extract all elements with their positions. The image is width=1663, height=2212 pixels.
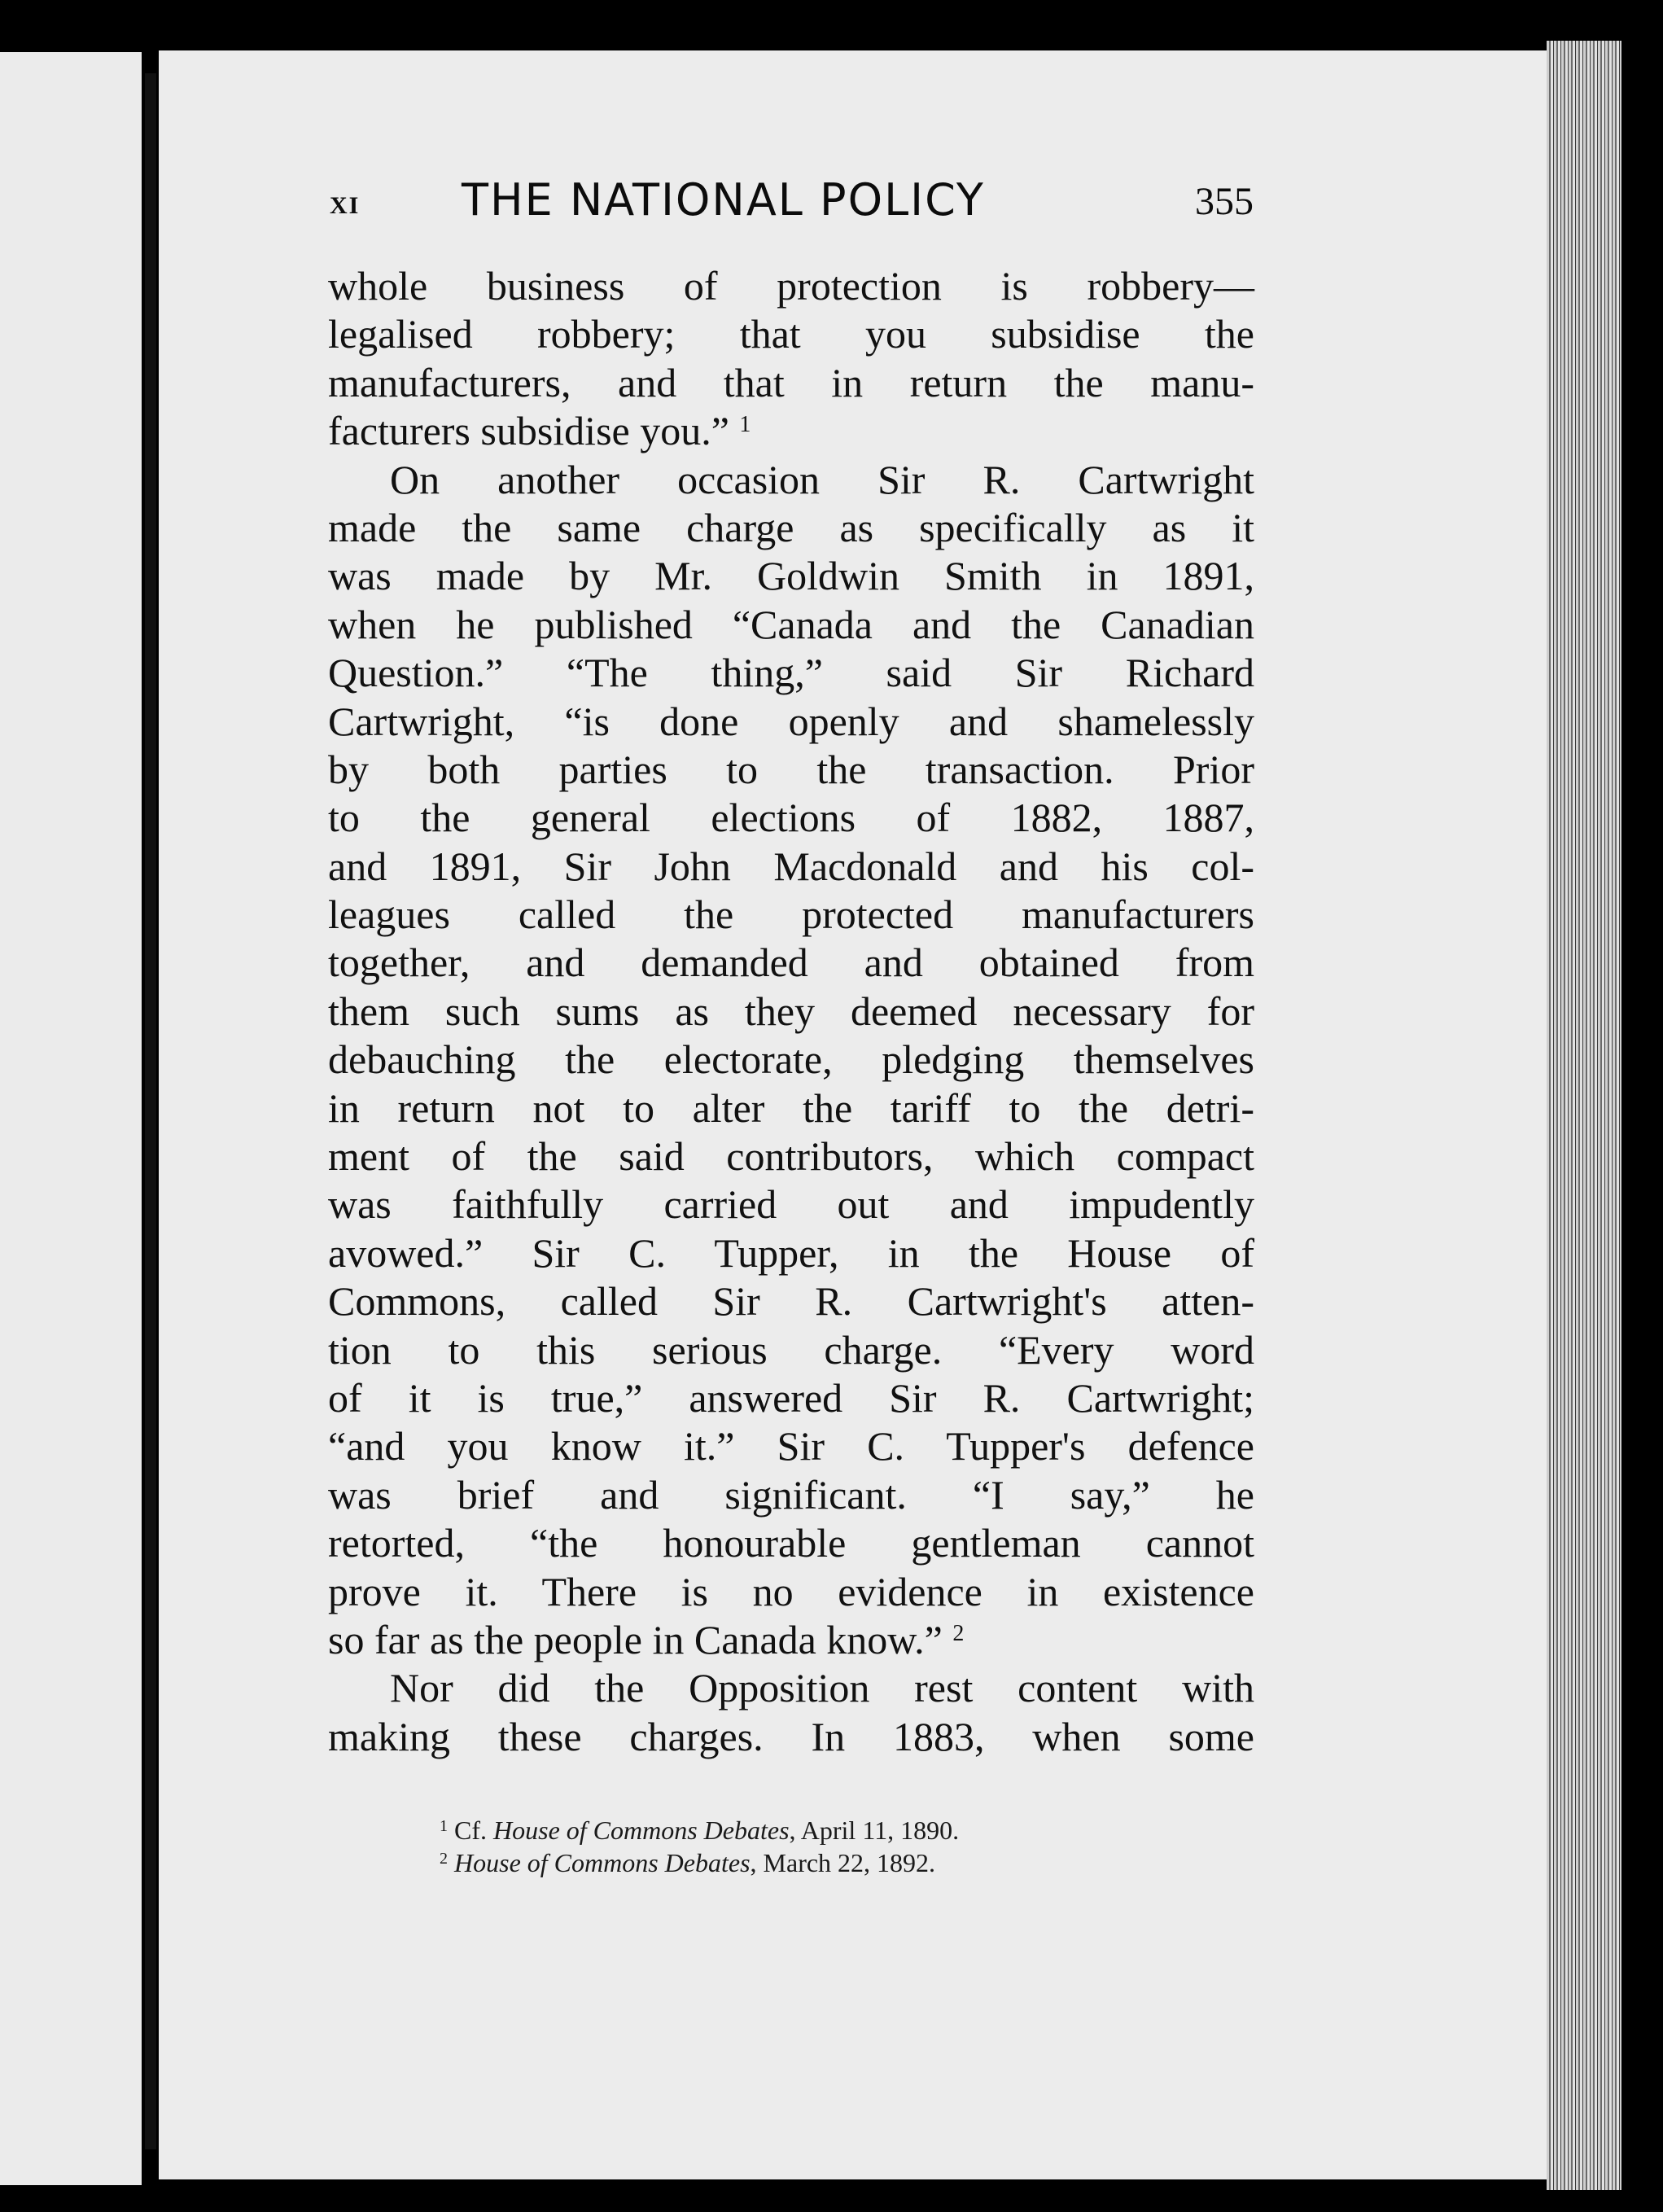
text-line (328, 794, 1254, 842)
text-line-content: by both parties to the transaction. Prior (328, 746, 1254, 792)
text-line (328, 1422, 1254, 1470)
text-line (328, 649, 1254, 697)
facing-page-edge (0, 52, 142, 2185)
text-line (328, 1568, 1254, 1616)
text-line-content: ment of the said contributors, which compact (328, 1133, 1254, 1180)
text-line-content: making these charges. In 1883, when some (328, 1713, 1254, 1759)
footnote-reference: 1 (739, 412, 751, 438)
text-line (328, 1132, 1254, 1180)
text-line-content: when he published “Canada and the Canadian (328, 601, 1254, 647)
text-line (328, 262, 1254, 310)
footnote-prefix: Cf. (454, 1816, 493, 1845)
text-line (328, 1374, 1254, 1422)
footnote (440, 1846, 1172, 1879)
footnote-mark: 1 (440, 1817, 448, 1835)
text-line (328, 1664, 1254, 1712)
footnote-reference: 2 (952, 1620, 965, 1646)
text-line (328, 746, 1254, 794)
text-line-content: to the general elections of 1882, 1887, (328, 795, 1254, 841)
footnote-date: , March 22, 1892. (750, 1848, 936, 1877)
text-line (328, 1326, 1254, 1374)
text-line (328, 1036, 1254, 1084)
text-line (328, 310, 1254, 358)
text-line-content: was brief and significant. “I say,” he (328, 1471, 1254, 1518)
footnote-source: House of Commons Debates (493, 1816, 790, 1845)
text-line (328, 1616, 1254, 1664)
text-line (328, 939, 1254, 987)
text-line-content: made the same charge as specifically as it (328, 504, 1254, 550)
text-line-content: was made by Mr. Goldwin Smith in 1891, (328, 553, 1254, 599)
text-line-content: Cartwright, “is done openly and shamelessly (328, 698, 1254, 744)
text-line-content: together, and demanded and obtained from (328, 940, 1254, 986)
text-line (328, 1519, 1254, 1567)
text-line-content: manufacturers, and that in return the manu- (328, 359, 1254, 405)
text-line-content: tion to this serious charge. “Every word (328, 1326, 1254, 1373)
text-line (328, 988, 1254, 1036)
text-line (328, 359, 1254, 407)
text-line-content: so far as the people in Canada know.” (328, 1616, 943, 1662)
text-line-content: retorted, “the honourable gentleman cannot (328, 1520, 1254, 1566)
text-line-content: Nor did the Opposition rest content with (390, 1665, 1254, 1711)
text-line (328, 1713, 1254, 1761)
text-line (328, 843, 1254, 891)
text-line (328, 407, 1254, 455)
text-line-content: leagues called the protected manufacturers (328, 891, 1254, 938)
page-stack-edge (1547, 41, 1621, 2190)
text-line-content: them such sums as they deemed necessary for (328, 988, 1254, 1034)
text-line-content: prove it. There is no evidence in existence (328, 1568, 1254, 1614)
footnote (440, 1814, 1172, 1846)
text-line-content: “and you know it.” Sir C. Tupper's defence (328, 1423, 1254, 1470)
text-line-content: Question.” “The thing,” said Sir Richard (328, 650, 1254, 696)
text-line-content: and 1891, Sir John Macdonald and his col- (328, 843, 1254, 889)
text-line (328, 1229, 1254, 1277)
text-line-content: facturers subsidise you.” (328, 408, 729, 454)
footnote-date: , April 11, 1890. (789, 1816, 960, 1845)
text-line-content: was faithfully carried out and impudently (328, 1181, 1254, 1228)
text-line-content: legalised robbery; that you subsidise the (328, 311, 1254, 357)
text-line (328, 1277, 1254, 1325)
text-line-content: debauching the electorate, pledging themselves (328, 1036, 1254, 1083)
text-line-content: avowed.” Sir C. Tupper, in the House of (328, 1229, 1254, 1276)
text-line (328, 1180, 1254, 1229)
footnote-source: House of Commons Debates (454, 1848, 751, 1877)
text-line (328, 456, 1254, 504)
text-line-content: of it is true,” answered Sir R. Cartwright; (328, 1374, 1254, 1421)
text-line-content: Commons, called Sir R. Cartwright's atten- (328, 1278, 1254, 1325)
running-title: THE NATIONAL POLICY (462, 174, 985, 226)
body-text (328, 262, 1254, 1761)
text-line (328, 1084, 1254, 1132)
text-line-content: whole business of protection is robbery— (328, 263, 1254, 309)
text-line-content: On another occasion Sir R. Cartwright (390, 456, 1254, 502)
text-line-content: in return not to alter the tariff to the detri- (328, 1084, 1254, 1131)
page-number: 355 (1195, 180, 1254, 223)
text-line (328, 601, 1254, 649)
book-gutter (145, 73, 156, 2149)
text-line (328, 698, 1254, 746)
chapter-number: XI (330, 192, 361, 219)
footnotes (440, 1814, 1172, 1879)
text-line (328, 552, 1254, 600)
footnote-mark: 2 (440, 1850, 448, 1868)
text-line (328, 891, 1254, 939)
running-head (330, 174, 1254, 231)
text-line (328, 504, 1254, 552)
text-line (328, 1471, 1254, 1519)
